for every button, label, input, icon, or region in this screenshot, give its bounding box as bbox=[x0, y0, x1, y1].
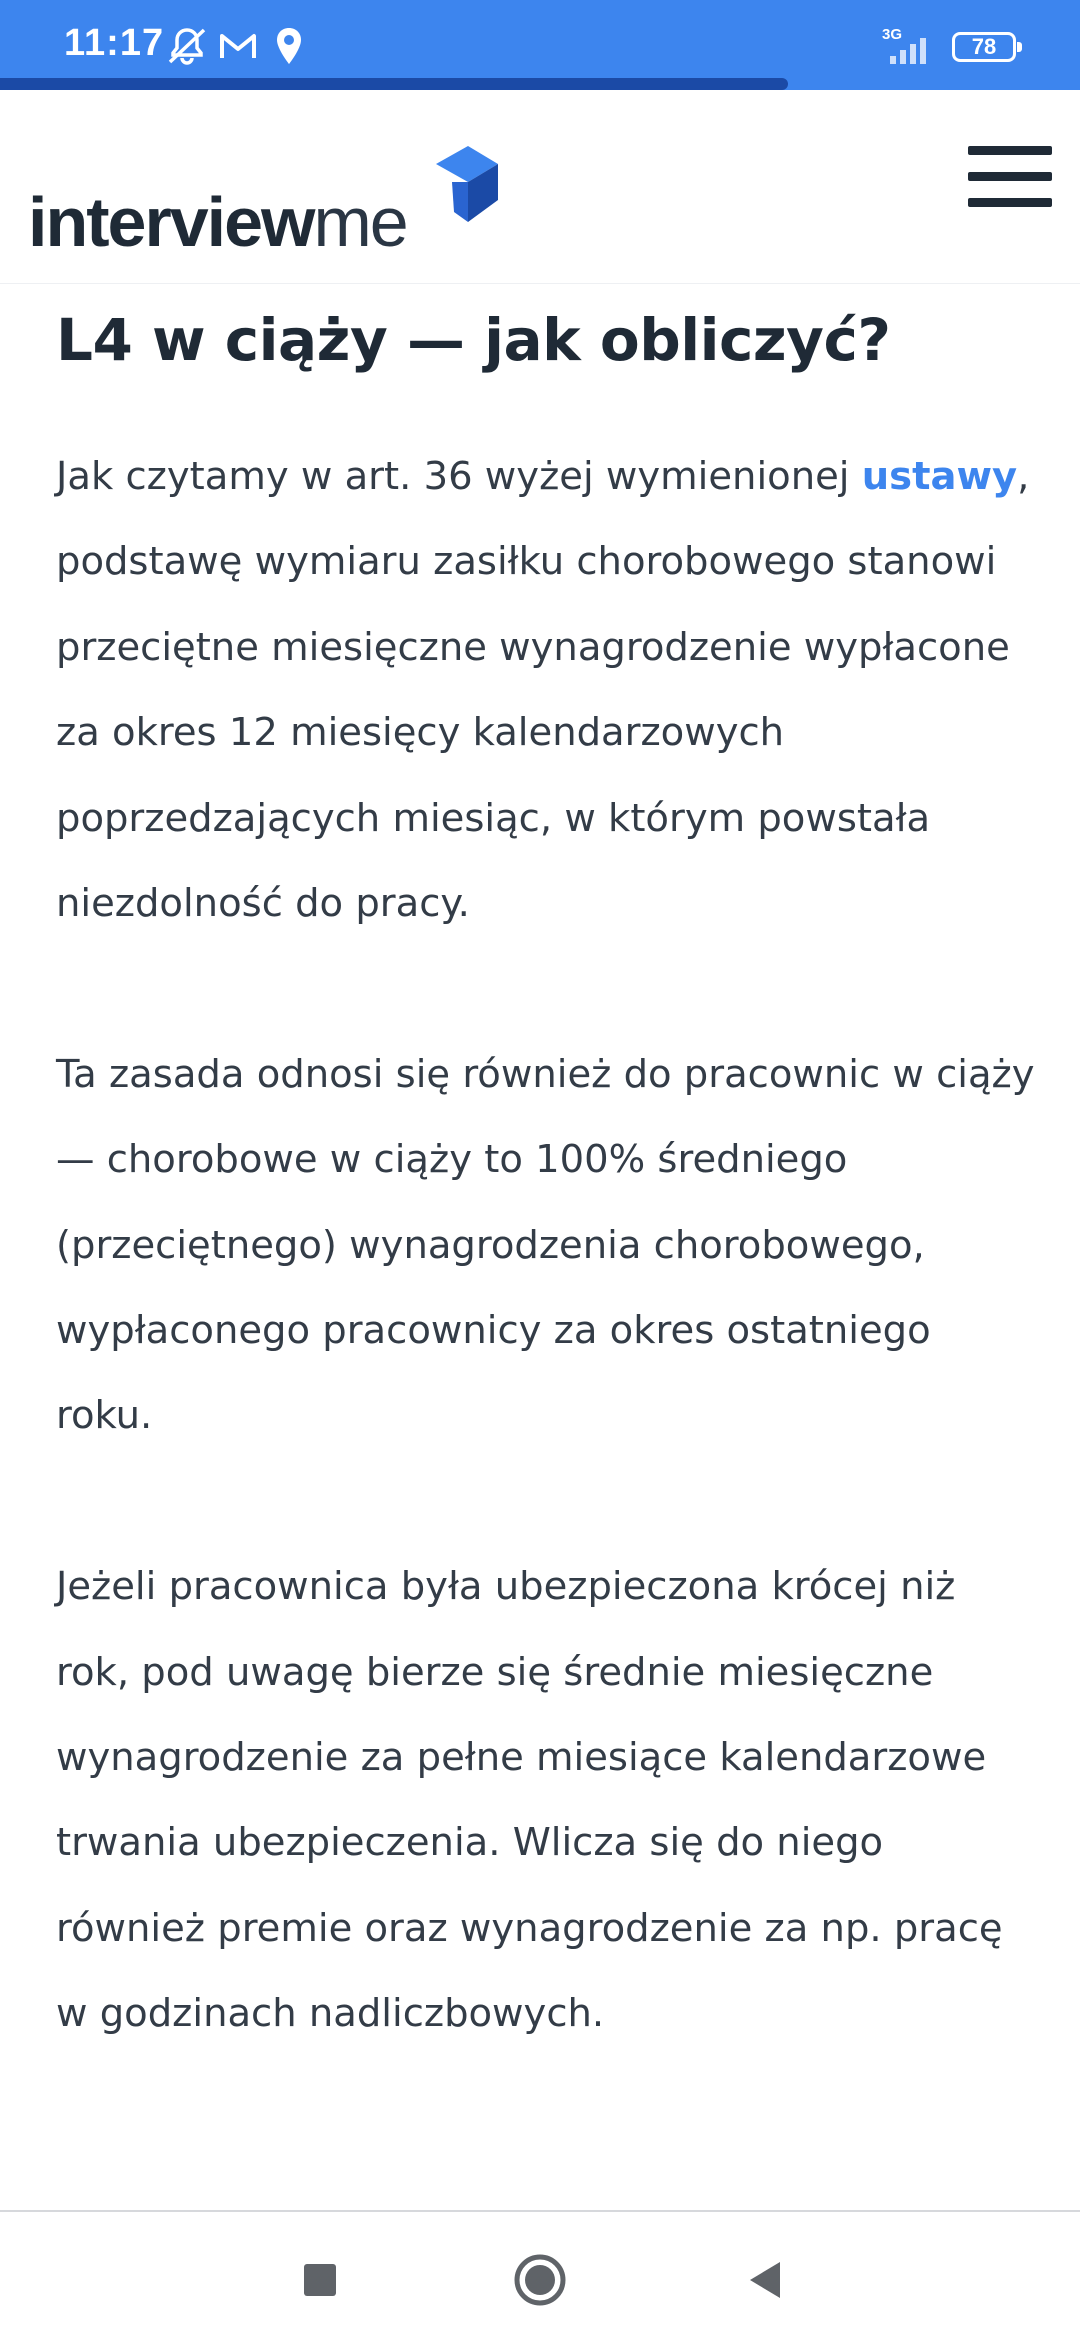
battery-icon: 78 bbox=[952, 32, 1016, 62]
paragraph-2: Ta zasada odnosi się również do pracownic w ciąży — chorobowe w ciąży to 100% średniego (przeciętnego) wynagrodzenia chorobowego, wypłaconego pracownicy za okres ostatniego roku. bbox=[56, 1051, 1035, 1439]
paragraph-1-text-start: Jak czytamy w art. 36 wyżej wymienionej bbox=[56, 454, 862, 499]
status-bar bbox=[0, 0, 1080, 90]
hamburger-menu-icon[interactable] bbox=[968, 146, 1054, 216]
paragraph-3: Jeżeli pracownica była ubezpieczona krócej niż rok, pod uwagę bierze się średnie miesięczne wynagrodzenie za pełne miesiące kalendarzowe trwania ubezpieczenia. Wlicza się do niego również premie oraz wynagrodzenie za np. pracę w godzinach nadliczbowych. bbox=[56, 1564, 1003, 2037]
system-navigation-bar bbox=[0, 2210, 1080, 2340]
location-icon bbox=[274, 26, 304, 66]
status-time: 11:17 bbox=[64, 22, 165, 64]
logo-text-light: me bbox=[313, 183, 407, 261]
ustawy-link[interactable]: ustawy bbox=[861, 454, 1018, 499]
site-logo[interactable] bbox=[28, 146, 498, 261]
recent-apps-icon[interactable] bbox=[290, 2250, 350, 2310]
paragraph-1 bbox=[56, 434, 1036, 946]
logo-mark-icon bbox=[432, 146, 498, 222]
menu-bar-bottom bbox=[968, 198, 1052, 207]
gmail-icon bbox=[218, 26, 258, 66]
signal-icon bbox=[880, 26, 940, 66]
logo-wordmark bbox=[28, 182, 407, 262]
article-heading: L4 w ciąży — jak obliczyć? bbox=[56, 306, 891, 374]
next-section-heading-cropped bbox=[56, 2188, 1036, 2208]
site-header bbox=[0, 90, 1080, 284]
menu-bar-middle bbox=[968, 172, 1052, 181]
mute-icon bbox=[166, 26, 208, 66]
home-icon[interactable] bbox=[510, 2250, 570, 2310]
article-content bbox=[56, 290, 1036, 2057]
paragraph-1-text-end: , podstawę wymiaru zasiłku chorobowego stanowi przeciętne miesięczne wynagrodzenie wypłacone za okres 12 miesięcy kalendarzowych poprzedzających miesiąc, w którym powstała niezdolność do pracy. bbox=[56, 454, 1030, 927]
network-type: 3G bbox=[882, 26, 903, 43]
logo-text-strong: interview bbox=[28, 183, 314, 261]
back-icon[interactable] bbox=[736, 2250, 796, 2310]
menu-bar-top bbox=[968, 146, 1052, 155]
page-load-progress bbox=[0, 78, 1080, 90]
page-load-progress-fill bbox=[0, 78, 788, 90]
